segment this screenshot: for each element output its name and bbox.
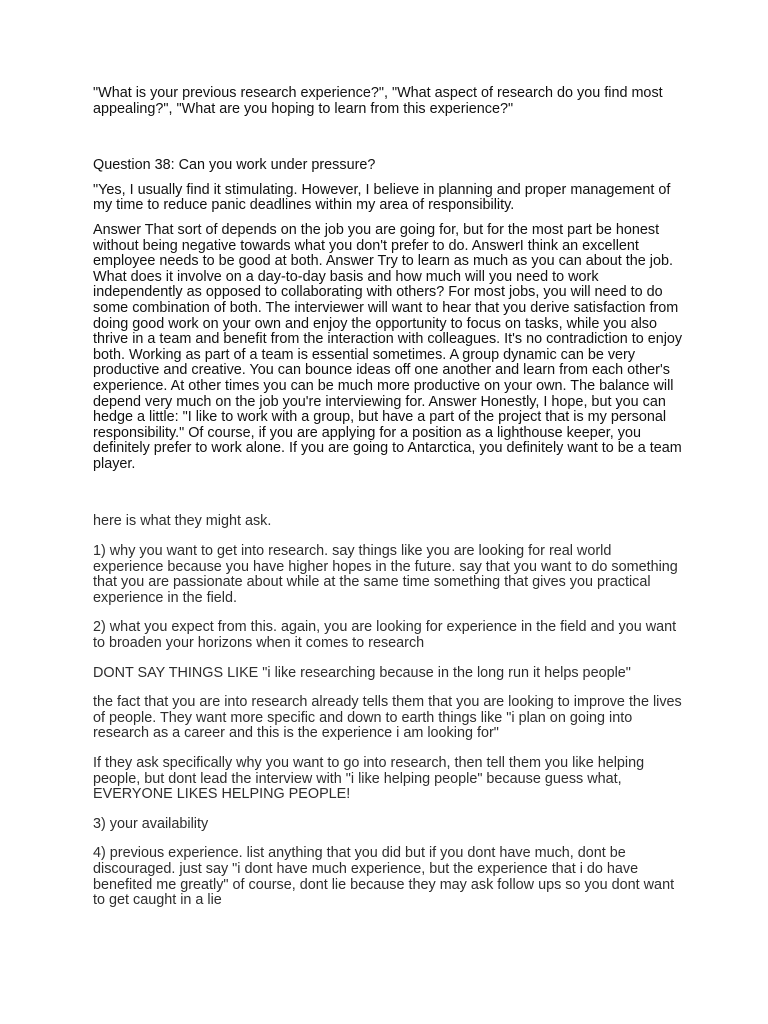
item-2-paragraph: 2) what you expect from this. again, you are looking for experience in the field and you want to broaden your horizons when it comes to research bbox=[93, 619, 677, 652]
what-they-might-ask-paragraph: here is what they might ask. bbox=[93, 513, 272, 530]
question-38-heading: Question 38: Can you work under pressure? bbox=[93, 157, 376, 174]
item-4-paragraph: 4) previous experience. list anything that you did but if you dont have much, dont be discouraged. just say "i dont have much experience, but the experience that i do have benefited me greatly" of course, dont lie because they may ask follow ups so you dont want to get caught in a lie bbox=[93, 845, 675, 909]
item-1-paragraph: 1) why you want to get into research. say things like you are looking for real world experience because you have higher hopes in the future. say that you want to do something that you are passionate about while at the same time something that gives you practical experience in the field. bbox=[93, 543, 678, 606]
research-fact-paragraph: the fact that you are into research already tells them that you are looking to improve the lives of people. They want more specific and down to earth things like "i plan on going into research as a career and this is the experience i am looking for" bbox=[93, 694, 682, 742]
pressure-answer-paragraph: "Yes, I usually find it stimulating. However, I believe in planning and proper management of my time to reduce panic deadlines within my area of responsibility. bbox=[93, 181, 671, 214]
intro-questions-paragraph: "What is your previous research experience?", "What aspect of research do you find most appealing?", "What are you hoping to learn from this experience?" bbox=[93, 85, 663, 117]
item-3-paragraph: 3) your availability bbox=[93, 815, 209, 832]
document-page bbox=[93, 86, 683, 909]
helping-people-paragraph: If they ask specifically why you want to go into research, then tell them you like helping people, but dont lead the interview with "i like helping people" because guess what, EVERYONE LIKES HELPING PEOPLE! bbox=[93, 755, 645, 803]
teamwork-answer-paragraph: Answer That sort of depends on the job you are going for, but for the most part be honest without being negative towards what you don't prefer to do. AnswerI think an excellent employee needs to be good at both. Answer Try to learn as much as you can about the job. What does it involve on a day-to-day basis and how much will you need to work independently as opposed to collaborating with others? For most jobs, you will need to do some combination of both. The interviewer will want to hear that you derive satisfaction from doing good work on your own and enjoy the opportunity to focus on tasks, while you also thrive in a team and benefit from the interaction with colleagues. It's no contradiction to enjoy both. Working as part of a team is essential sometimes. A group dynamic can be very productive and creative. You can bounce ideas off one another and learn from each other's experience. At other times you can be much more productive on your own. The balance will depend very much on the job you're interviewing for. Answer Honestly, I hope, but you can hedge a little: "I like to work with a group, but have a part of the project that is my personal responsibility." Of course, if you are applying for a position as a lighthouse keeper, you definitely prefer to work alone. If you are going to Antarctica, you definitely want to be a team player. bbox=[93, 221, 683, 472]
dont-say-paragraph: DONT SAY THINGS LIKE "i like researching because in the long run it helps people" bbox=[93, 664, 631, 681]
